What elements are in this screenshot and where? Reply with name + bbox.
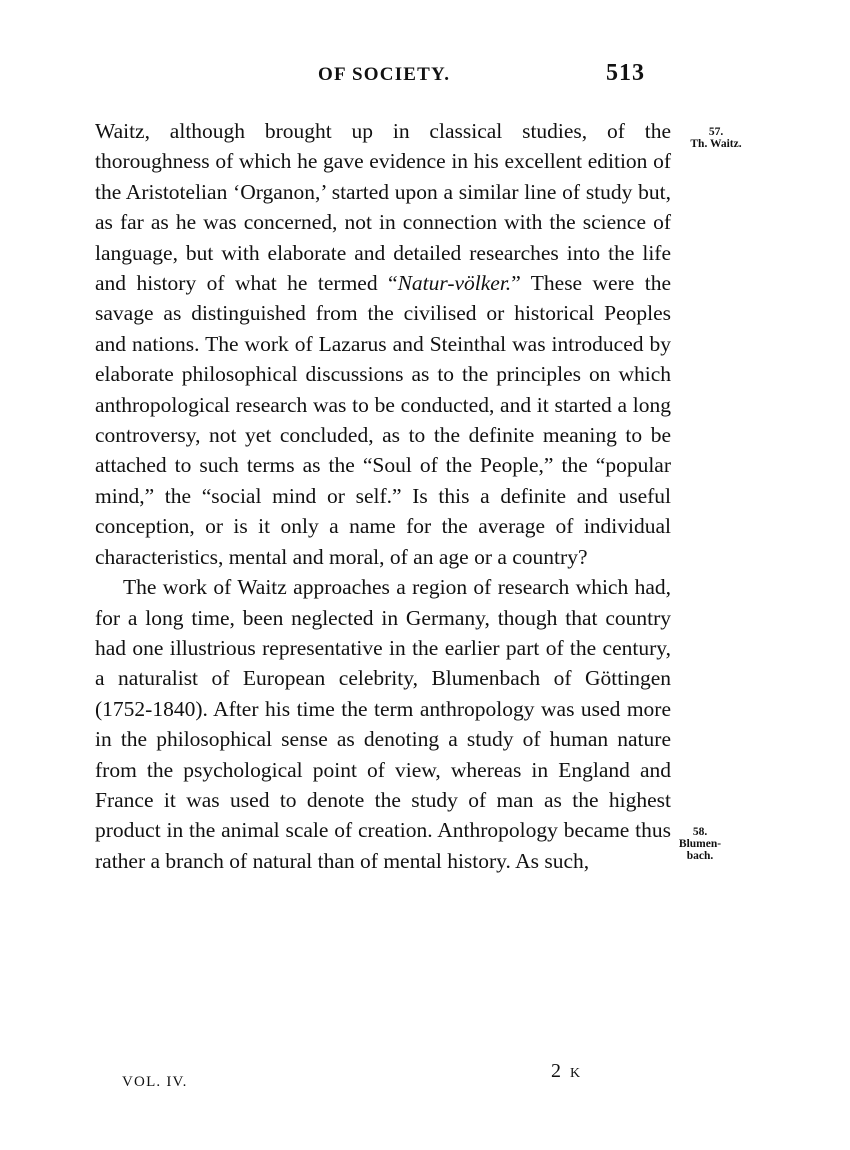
paragraph-1-italic-term: Natur-völker. — [397, 271, 512, 296]
margin-note-57-text: Th. Waitz. — [690, 138, 742, 150]
paragraph-1 — [95, 116, 671, 572]
signature-letter: K — [570, 1066, 583, 1081]
margin-note-58 — [674, 826, 726, 862]
margin-note-58-line-2: bach. — [686, 850, 714, 862]
running-title: OF SOCIETY. — [318, 64, 451, 85]
body-text — [95, 116, 671, 876]
paragraph-1-text-b: ” These were the savage as distinguished from the civilised or historical Peoples and nations. The work of Lazarus and Steinthal was introduced by elaborate philosophical discussions as to the principles on which anthropological research was to be conducted, and it started a long controversy, not yet concluded, as to the definite meaning to be attached to such terms as the “Soul of the People,” the “popular mind,” the “social mind or self.” Is this a definite and useful conception, or is it only a name for the average of individual characteristics, mental and moral, of an age or a country? — [95, 271, 671, 569]
paragraph-2: The work of Waitz approaches a region of research which had, for a long time, been neglected in Germany, though that country had one illustrious representative in the earlier part of the century, a naturalist of European celebrity, Blumenbach of Göttingen (1752-1840). After his time the term anthropology was used more in the philosophical sense as denoting a study of human nature from the psychological point of view, whereas in England and France it was used to denote the study of man as the highest product in the animal scale of creation. Anthropology became thus rather a branch of natural than of mental history. As such, — [95, 575, 671, 873]
margin-note-57-number: 57. — [708, 126, 724, 138]
page-number: 513 — [606, 60, 645, 86]
signature-number: 2 — [551, 1060, 563, 1082]
page-footer — [0, 1058, 850, 1098]
margin-note-57 — [676, 126, 756, 150]
volume-label: VOL. IV. — [122, 1074, 188, 1090]
paragraph-1-text-a: Waitz, although brought up in classical studies, of the thoroughness of which he gave evidence in his excellent edition of the Aristotelian ‘Organon,’ started upon a similar line of study but, as far as he was concerned, not in connection with the science of language, but with elaborate and detailed researches into the life and history of what he termed “ — [95, 119, 671, 296]
page-header — [0, 60, 850, 94]
signature-mark — [551, 1060, 582, 1083]
margin-note-58-line-1: Blumen- — [678, 838, 722, 850]
margin-note-58-number: 58. — [692, 826, 708, 838]
